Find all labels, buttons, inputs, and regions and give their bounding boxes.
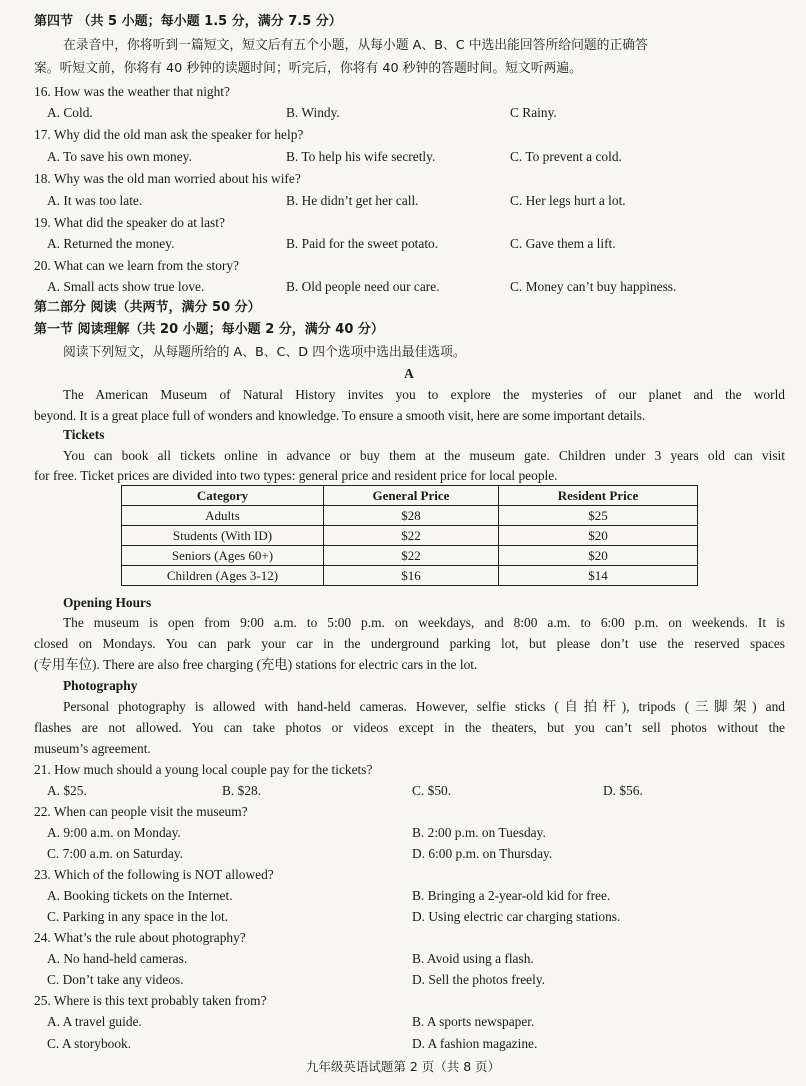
option: B. To help his wife secretly.: [286, 149, 436, 164]
table-row: [122, 546, 698, 566]
option: C Rainy.: [510, 105, 557, 120]
question-stem: 19. What did the speaker do at last?: [34, 215, 225, 230]
table-cell: Seniors (Ages 60+): [122, 546, 324, 566]
option: B. He didn’t get her call.: [286, 193, 419, 208]
table-row: [122, 566, 698, 586]
option: B. Avoid using a flash.: [412, 951, 534, 966]
option: A. Returned the money.: [47, 236, 175, 251]
option: D. $56.: [603, 783, 643, 798]
question-stem: 25. Where is this text probably taken from?: [34, 993, 267, 1008]
question-stem: 23. Which of the following is NOT allowed?: [34, 867, 274, 882]
option: C. Gave them a lift.: [510, 236, 616, 251]
photography-line3: museum’s agreement.: [34, 741, 151, 756]
table-row: [122, 526, 698, 546]
section4-heading: 第四节 （共 5 小题；每小题 1.5 分，满分 7.5 分）: [34, 14, 342, 29]
table-cell: $25: [499, 506, 698, 526]
table-cell: $20: [499, 546, 698, 566]
table-cell: $28: [324, 506, 499, 526]
table-cell: $16: [324, 566, 499, 586]
table-cell: $22: [324, 546, 499, 566]
option: C. Her legs hurt a lot.: [510, 193, 626, 208]
passage-letter: A: [404, 366, 414, 381]
option: B. Paid for the sweet potato.: [286, 236, 439, 251]
hours-line3: (专用车位). There are also free charging (充电) stations for electric cars in the lot.: [34, 657, 478, 672]
option: B. A sports newspaper.: [412, 1014, 535, 1029]
option: B. 2:00 p.m. on Tuesday.: [412, 825, 546, 840]
hours-heading: Opening Hours: [63, 595, 152, 610]
table-cell: Students (With ID): [122, 526, 324, 546]
option: A. To save his own money.: [47, 149, 192, 164]
part2-instruction: 阅读下列短文，从每题所给的 A、B、C、D 四个选项中选出最佳选项。: [63, 345, 466, 360]
section4-instruction-line2: 案。听短文前，你将有 40 秒钟的读题时间；听完后，你将有 40 秒钟的答题时间。短文听两遍。: [34, 61, 582, 76]
option: B. Old people need our care.: [286, 279, 440, 294]
option: C. 7:00 a.m. on Saturday.: [47, 846, 183, 861]
table-cell: $20: [499, 526, 698, 546]
question-stem: 16. How was the weather that night?: [34, 84, 230, 99]
option: A. Cold.: [47, 105, 93, 120]
question-stem: 21. How much should a young local couple pay for the tickets?: [34, 762, 373, 777]
part2-section1-heading: 第一节 阅读理解（共 20 小题；每小题 2 分，满分 40 分）: [34, 322, 384, 337]
option: D. Using electric car charging stations.: [412, 909, 621, 924]
option: B. Windy.: [286, 105, 340, 120]
option: B. Bringing a 2-year-old kid for free.: [412, 888, 611, 903]
table-header-cell: General Price: [324, 486, 499, 506]
question-stem: 18. Why was the old man worried about his wife?: [34, 171, 301, 186]
table-header-row: [122, 486, 698, 506]
photography-line2: flashes are not allowed. You can take photos or videos except in the theaters, but you can’t sell photos without the: [34, 720, 785, 735]
option: A. No hand-held cameras.: [47, 951, 188, 966]
passage-intro-line1: The American Museum of Natural History invites you to explore the mysteries of our planet and the world: [63, 387, 785, 402]
part2-heading: 第二部分 阅读（共两节，满分 50 分）: [34, 300, 261, 315]
option: D. A fashion magazine.: [412, 1036, 538, 1051]
option: C. Money can’t buy happiness.: [510, 279, 677, 294]
option: A. Booking tickets on the Internet.: [47, 888, 233, 903]
option: B. $28.: [222, 783, 262, 798]
table-cell: Adults: [122, 506, 324, 526]
hours-line2: closed on Mondays. You can park your car in the underground parking lot, but please don’t use the reserved spaces: [34, 636, 785, 651]
option: C. $50.: [412, 783, 452, 798]
page-footer: 九年级英语试题第 2 页（共 8 页）: [305, 1059, 501, 1074]
option: A. A travel guide.: [47, 1014, 142, 1029]
option: C. Parking in any space in the lot.: [47, 909, 229, 924]
option: A. $25.: [47, 783, 87, 798]
option: A. It was too late.: [47, 193, 143, 208]
hours-line1: The museum is open from 9:00 a.m. to 5:00 p.m. on weekdays, and 8:00 a.m. to 6:00 p.m. on weekends. It is: [63, 615, 785, 630]
photography-line1: Personal photography is allowed with hand-held cameras. However, selfie sticks (自拍杆), tripods (三脚架) and: [63, 699, 785, 714]
tickets-line1: You can book all tickets online in advance or buy them at the museum gate. Children under 3 years old can visit: [63, 448, 785, 463]
question-stem: 20. What can we learn from the story?: [34, 258, 239, 273]
option: A. 9:00 a.m. on Monday.: [47, 825, 181, 840]
option: C. To prevent a cold.: [510, 149, 622, 164]
table-cell: $22: [324, 526, 499, 546]
option: D. 6:00 p.m. on Thursday.: [412, 846, 553, 861]
option: C. Don’t take any videos.: [47, 972, 184, 987]
option: C. A storybook.: [47, 1036, 132, 1051]
table-cell: Children (Ages 3-12): [122, 566, 324, 586]
question-stem: 24. What’s the rule about photography?: [34, 930, 246, 945]
option: D. Sell the photos freely.: [412, 972, 546, 987]
tickets-line2: for free. Ticket prices are divided into two types: general price and resident price for local people.: [34, 468, 558, 483]
question-stem: 17. Why did the old man ask the speaker for help?: [34, 127, 304, 142]
ticket-price-table: [121, 485, 698, 586]
table-row: [122, 506, 698, 526]
tickets-heading: Tickets: [63, 427, 105, 442]
section4-instruction-line1: 在录音中，你将听到一篇短文，短文后有五个小题，从每小题 A、B、C 中选出能回答所给问题的正确答: [63, 38, 648, 53]
question-stem: 22. When can people visit the museum?: [34, 804, 248, 819]
table-cell: $14: [499, 566, 698, 586]
table-header-cell: Resident Price: [499, 486, 698, 506]
photography-heading: Photography: [63, 678, 138, 693]
table-header-cell: Category: [122, 486, 324, 506]
passage-intro-line2: beyond. It is a great place full of wonders and knowledge. To ensure a smooth visit, here are some important details.: [34, 408, 646, 423]
option: A. Small acts show true love.: [47, 279, 205, 294]
